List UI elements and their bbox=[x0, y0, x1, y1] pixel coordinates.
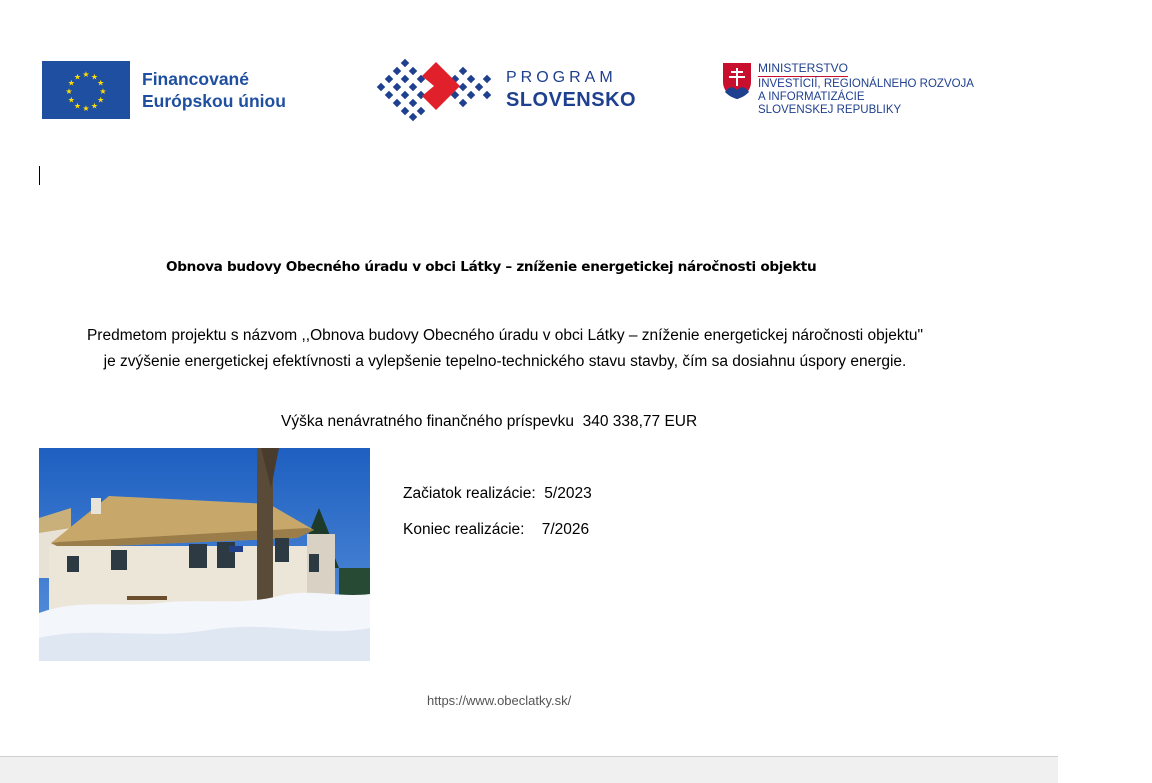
ministry-line2: INVESTÍCIÍ, REGIONÁLNEHO ROZVOJA bbox=[758, 78, 974, 90]
description-line1: Predmetom projektu s názvom ,,Obnova budovy Obecného úradu v obci Látky – zníženie energetickej náročnosti objektu" bbox=[86, 327, 924, 344]
eu-logo bbox=[42, 61, 286, 119]
start-date: Začiatok realizácie: 5/2023 bbox=[403, 485, 592, 502]
svg-text:★: ★ bbox=[99, 87, 107, 96]
svg-text:★: ★ bbox=[67, 95, 75, 105]
eu-logo-text bbox=[142, 68, 286, 112]
project-description bbox=[20, 323, 990, 375]
svg-text:★: ★ bbox=[82, 70, 90, 79]
ministry-logo bbox=[722, 62, 974, 117]
svg-text:★: ★ bbox=[97, 78, 105, 88]
end-date: Koniec realizácie: 7/2026 bbox=[403, 521, 590, 538]
ministry-line4: SLOVENSKEJ REPUBLIKY bbox=[758, 104, 902, 116]
slovensko-label: SLOVENSKO bbox=[506, 89, 637, 111]
svg-text:★: ★ bbox=[90, 101, 99, 111]
svg-text:★: ★ bbox=[97, 95, 105, 105]
program-label: PROGRAM bbox=[506, 69, 617, 86]
eu-flag-icon bbox=[42, 61, 130, 119]
realization-dates bbox=[403, 483, 592, 555]
eu-logo-line1: Financované bbox=[142, 69, 249, 89]
svg-text:★: ★ bbox=[65, 87, 73, 96]
svg-text:★: ★ bbox=[82, 104, 90, 113]
text-cursor bbox=[39, 166, 40, 185]
ministry-line1: MINISTERSTVO bbox=[758, 61, 849, 75]
description-line2: je zvýšenie energetickej efektívnosti a vylepšenie tepelno-technického stavu stavby, čím sa dosiahnu úspory energie. bbox=[103, 353, 907, 370]
program-slovensko-mark-icon bbox=[376, 58, 496, 122]
project-title: Obnova budovy Obecného úradu v obci Látky – zníženie energetickej náročnosti objektu bbox=[166, 259, 817, 275]
eu-logo-line2: Európskou úniou bbox=[142, 91, 286, 111]
svg-text:★: ★ bbox=[67, 78, 75, 88]
bottom-status-bar bbox=[0, 756, 1058, 783]
grant-amount: Výška nenávratného finančného príspevku 340 338,77 EUR bbox=[281, 413, 698, 430]
website-url[interactable]: https://www.obeclatky.sk/ bbox=[427, 693, 572, 708]
program-slovensko-logo bbox=[376, 58, 636, 122]
building-photo bbox=[39, 448, 370, 661]
svg-text:★: ★ bbox=[73, 101, 82, 111]
svg-text:★: ★ bbox=[90, 72, 99, 82]
svg-text:★: ★ bbox=[73, 72, 82, 82]
slovak-coat-of-arms-icon bbox=[722, 62, 752, 100]
ministry-line3: A INFORMATIZÁCIE bbox=[758, 91, 865, 103]
